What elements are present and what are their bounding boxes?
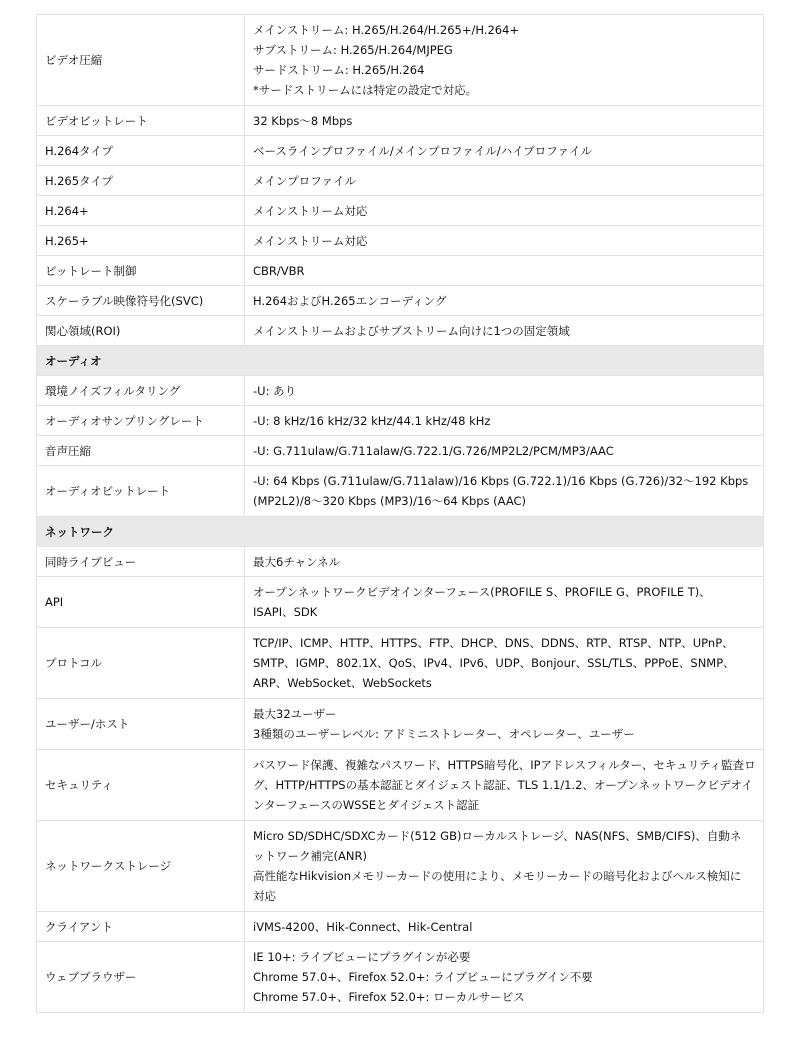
spec-value-line: Micro SD/SDHC/SDXCカード(512 GB)ローカルストレージ、NAS(NFS、SMB/CIFS)、自動ネ xyxy=(253,829,742,843)
spec-row xyxy=(37,547,764,577)
spec-value-line: メインストリームおよびサブストリーム向けに1つの固定領域 xyxy=(253,323,570,338)
spec-label: H.264タイプ xyxy=(37,136,245,166)
spec-value xyxy=(245,821,764,912)
spec-label: H.265+ xyxy=(37,226,245,256)
section-title: ネットワーク xyxy=(37,517,764,547)
spec-value xyxy=(245,286,764,316)
spec-value xyxy=(245,196,764,226)
spec-label: スケーラブル映像符号化(SVC) xyxy=(37,286,245,316)
spec-value xyxy=(245,750,764,821)
spec-value-line: 最大32ユーザー xyxy=(253,707,337,721)
spec-row xyxy=(37,436,764,466)
spec-value xyxy=(245,466,764,517)
spec-row xyxy=(37,699,764,750)
spec-label: オーディオサンプリングレート xyxy=(37,406,245,436)
spec-table xyxy=(36,14,764,1013)
spec-value-line: オープンネットワークビデオインターフェース(PROFILE S、PROFILE G、PROFILE T)、 xyxy=(253,585,711,599)
spec-value xyxy=(245,15,764,106)
spec-row xyxy=(37,136,764,166)
spec-value-line: IE 10+: ライブビューにプラグインが必要 xyxy=(253,950,471,964)
spec-value-line: iVMS-4200、Hik-Connect、Hik-Central xyxy=(253,919,473,934)
spec-row xyxy=(37,406,764,436)
spec-label: H.265タイプ xyxy=(37,166,245,196)
spec-value-line: H.264およびH.265エンコーディング xyxy=(253,293,447,308)
spec-row xyxy=(37,466,764,517)
spec-row xyxy=(37,316,764,346)
spec-row xyxy=(37,750,764,821)
spec-value xyxy=(245,436,764,466)
spec-value-line: グ、HTTP/HTTPSの基本認証とダイジェスト認証、TLS 1.1/1.2、オープンネットワークビデオイ xyxy=(253,778,753,792)
spec-value-line: CBR/VBR xyxy=(253,263,305,278)
spec-value xyxy=(245,406,764,436)
spec-value-line: メインストリーム対応 xyxy=(253,233,368,248)
spec-label: 関心領域(ROI) xyxy=(37,316,245,346)
spec-value xyxy=(245,136,764,166)
spec-value xyxy=(245,912,764,942)
spec-value-line: TCP/IP、ICMP、HTTP、HTTPS、FTP、DHCP、DNS、DDNS、RTP、RTSP、NTP、UPnP、 xyxy=(253,636,734,650)
spec-value xyxy=(245,106,764,136)
spec-value xyxy=(245,256,764,286)
spec-value-line: *サードストリームには特定の設定で対応。 xyxy=(253,83,478,97)
spec-value-line: (MP2L2)/8～320 Kbps (MP3)/16～64 Kbps (AAC) xyxy=(253,494,527,508)
spec-value-line: サードストリーム: H.265/H.264 xyxy=(253,63,425,77)
spec-value-line: -U: 64 Kbps (G.711ulaw/G.711alaw)/16 Kbps (G.722.1)/16 Kbps (G.726)/32～192 Kbps xyxy=(253,474,749,488)
spec-value-line: ンターフェースのWSSEとダイジェスト認証 xyxy=(253,798,480,812)
spec-value-line: 32 Kbps～8 Mbps xyxy=(253,113,353,128)
spec-value xyxy=(245,226,764,256)
spec-value-line: -U: あり xyxy=(253,383,297,398)
spec-value-line: ットワーク補完(ANR) xyxy=(253,849,367,863)
spec-label: ビットレート制御 xyxy=(37,256,245,286)
spec-value-line: -U: 8 kHz/16 kHz/32 kHz/44.1 kHz/48 kHz xyxy=(253,413,491,428)
spec-value xyxy=(245,376,764,406)
spec-label: クライアント xyxy=(37,912,245,942)
spec-value xyxy=(245,942,764,1013)
spec-row xyxy=(37,15,764,106)
spec-label: ビデオ圧縮 xyxy=(37,15,245,106)
spec-value xyxy=(245,628,764,699)
section-title: オーディオ xyxy=(37,346,764,376)
spec-value-line: 対応 xyxy=(253,889,276,903)
spec-row xyxy=(37,196,764,226)
spec-label: プロトコル xyxy=(37,628,245,699)
spec-value-line: パスワード保護、複雑なパスワード、HTTPS暗号化、IPアドレスフィルター、セキュリティ監査ロ xyxy=(253,758,756,772)
spec-value-line: SMTP、IGMP、802.1X、QoS、IPv4、IPv6、UDP、Bonjour、SSL/TLS、PPPoE、SNMP、 xyxy=(253,656,735,670)
spec-label: ウェブブラウザー xyxy=(37,942,245,1013)
spec-value-line: メインストリーム対応 xyxy=(253,203,368,218)
spec-label: ユーザー/ホスト xyxy=(37,699,245,750)
spec-value-line: 高性能なHikvisionメモリーカードの使用により、メモリーカードの暗号化およびヘルス検知に xyxy=(253,869,742,883)
spec-label: ネットワークストレージ xyxy=(37,821,245,912)
spec-value-line: メインストリーム: H.265/H.264/H.265+/H.264+ xyxy=(253,23,520,37)
spec-row xyxy=(37,166,764,196)
spec-value-line: サブストリーム: H.265/H.264/MJPEG xyxy=(253,43,453,57)
spec-row xyxy=(37,286,764,316)
spec-row xyxy=(37,628,764,699)
spec-row xyxy=(37,821,764,912)
spec-row xyxy=(37,106,764,136)
spec-label: API xyxy=(37,577,245,628)
spec-row xyxy=(37,226,764,256)
spec-label: セキュリティ xyxy=(37,750,245,821)
spec-row xyxy=(37,912,764,942)
spec-row xyxy=(37,942,764,1013)
spec-label: ビデオビットレート xyxy=(37,106,245,136)
spec-value-line: -U: G.711ulaw/G.711alaw/G.722.1/G.726/MP2L2/PCM/MP3/AAC xyxy=(253,443,614,458)
spec-label: 環境ノイズフィルタリング xyxy=(37,376,245,406)
section-header-row xyxy=(37,517,764,547)
spec-label: 音声圧縮 xyxy=(37,436,245,466)
spec-value xyxy=(245,316,764,346)
spec-value xyxy=(245,699,764,750)
spec-row xyxy=(37,256,764,286)
spec-value-line: ARP、WebSocket、WebSockets xyxy=(253,676,432,690)
spec-value-line: 最大6チャンネル xyxy=(253,554,341,569)
spec-value-line: ベースラインプロファイル/メインプロファイル/ハイプロファイル xyxy=(253,143,593,158)
spec-value xyxy=(245,577,764,628)
spec-value-line: メインプロファイル xyxy=(253,173,357,188)
spec-row xyxy=(37,376,764,406)
spec-label: H.264+ xyxy=(37,196,245,226)
spec-label: オーディオビットレート xyxy=(37,466,245,517)
spec-row xyxy=(37,577,764,628)
spec-value-line: Chrome 57.0+、Firefox 52.0+: ローカルサービス xyxy=(253,990,525,1004)
section-header-row xyxy=(37,346,764,376)
spec-label: 同時ライブビュー xyxy=(37,547,245,577)
spec-value xyxy=(245,547,764,577)
spec-value-line: ISAPI、SDK xyxy=(253,605,318,619)
spec-value-line: Chrome 57.0+、Firefox 52.0+: ライブビューにプラグイン不要 xyxy=(253,970,593,984)
spec-value xyxy=(245,166,764,196)
spec-value-line: 3種類のユーザーレベル: アドミニストレーター、オペレーター、ユーザー xyxy=(253,727,635,741)
